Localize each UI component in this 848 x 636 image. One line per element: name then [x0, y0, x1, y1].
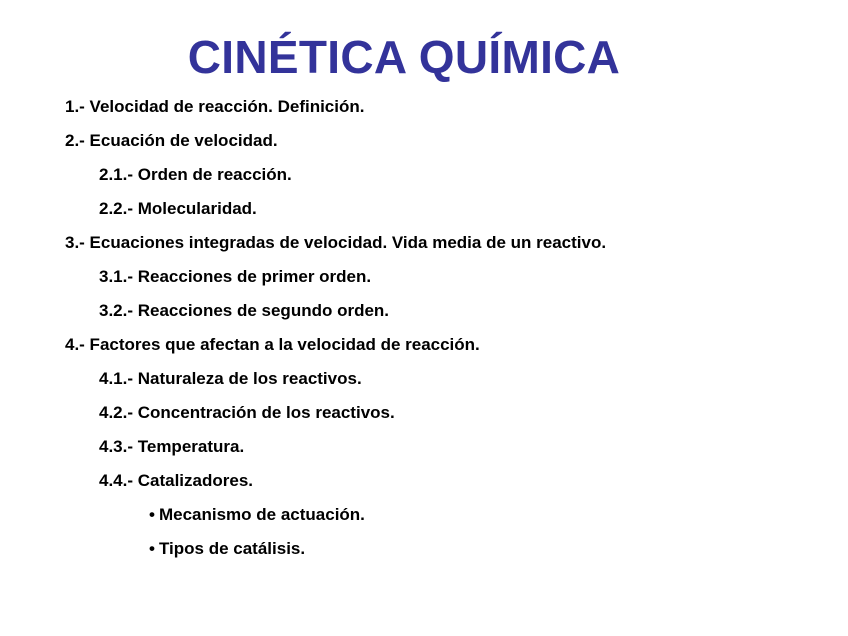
outline-subitem: 4.2.- Concentración de los reactivos. — [99, 403, 395, 422]
outline-subitem: 4.1.- Naturaleza de los reactivos. — [99, 369, 362, 388]
bullet-text: Mecanismo de actuación. — [158, 505, 365, 524]
outline-subitem: 3.1.- Reacciones de primer orden. — [99, 267, 372, 286]
outline-subitem: 4.3.- Temperatura. — [99, 437, 245, 456]
bullet-icon: • — [149, 505, 155, 524]
outline-subitem: 4.4.- Catalizadores. — [99, 471, 254, 490]
outline-item: 2.- Ecuación de velocidad. — [65, 131, 278, 150]
outline-item: 4.- Factores que afectan a la velocidad de reacción. — [65, 335, 480, 354]
outline-subitem: 3.2.- Reacciones de segundo orden. — [99, 301, 390, 320]
slide-title: CINÉTICA QUÍMICA — [187, 31, 621, 83]
bullet-text: Tipos de catálisis. — [158, 539, 306, 558]
outline-subitem: 2.1.- Orden de reacción. — [99, 165, 292, 184]
bullet-icon: • — [149, 539, 155, 558]
outline-bullet-item — [65, 537, 606, 571]
topic-outline — [65, 95, 606, 571]
outline-item: 3.- Ecuaciones integradas de velocidad. Vida media de un reactivo. — [65, 233, 607, 252]
outline-item: 1.- Velocidad de reacción. Definición. — [65, 97, 365, 116]
outline-bullet-item — [65, 503, 606, 537]
outline-subitem: 2.2.- Molecularidad. — [99, 199, 257, 218]
